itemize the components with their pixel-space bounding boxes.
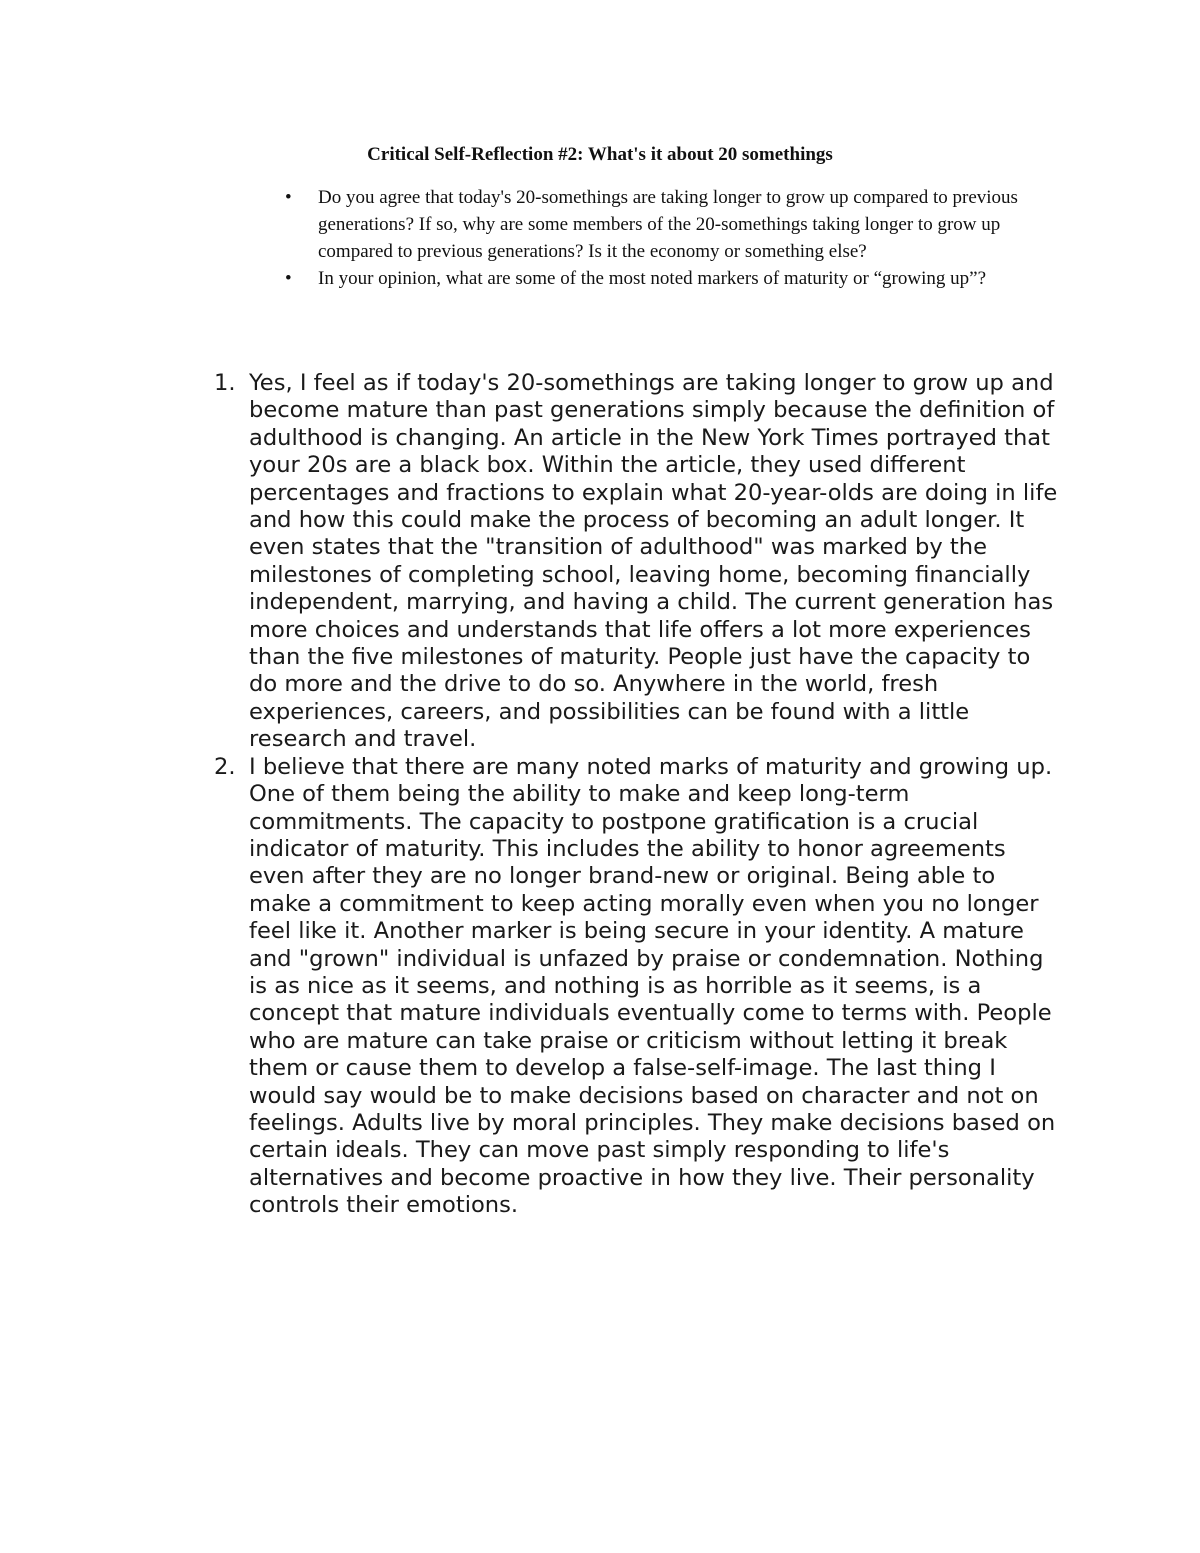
list-number: 1. bbox=[214, 370, 236, 396]
answer-item bbox=[210, 754, 1060, 1220]
list-number: 2. bbox=[214, 753, 236, 780]
question-item bbox=[280, 184, 1060, 265]
answer-text: Yes, I feel as if today's 20-somethings are taking longer to grow up and become mature than past generations simply because the definition of adulthood is changing. An article in the New York Times portrayed that your 20s are a black box. Within the article, they used different percentages and fractions to explain what 20-year-olds are doing in life and how this could make the process of becoming an adult longer. It even states that the "transition of adulthood" was marked by the milestones of completing school, leaving home, becoming financially independent, marrying, and having a child. The current generation has more choices and understands that life offers a lot more experiences than the five milestones of maturity. People just have the capacity to do more and the drive to do so. Anywhere in the world, fresh experiences, careers, and possibilities can be found with a little research and travel. bbox=[249, 370, 1058, 753]
answer-list bbox=[210, 370, 1060, 1220]
question-item bbox=[280, 265, 1060, 292]
answer-text: I believe that there are many noted marks of maturity and growing up. One of them being the ability to make and keep long-term commitments. The capacity to postpone gratification is a crucial indicator of maturity. This includes the ability to honor agreements even after they are no longer brand-new or original. Being able to make a commitment to keep acting morally even when you no longer feel like it. Another marker is being secure in your identity. A mature and "grown" individual is unfazed by praise or condemnation. Nothing is as nice as it seems, and nothing is as horrible as it seems, is a concept that mature individuals eventually come to terms with. People who are mature can take praise or criticism without letting it break them or cause them to develop a false-self-image. The last thing I would say would be to make decisions based on character and not on feelings. Adults live by moral principles. They make decisions based on certain ideals. They can move past simply responding to life's alternatives and become proactive in how they live. Their personality controls their emotions. bbox=[249, 753, 1056, 1219]
question-text: In your opinion, what are some of the most noted markers of maturity or “growing up”? bbox=[318, 268, 986, 289]
page-title: Critical Self-Reflection #2: What's it about 20 somethings bbox=[367, 144, 833, 165]
bullet-icon: • bbox=[285, 268, 292, 289]
question-list bbox=[280, 184, 1060, 292]
bullet-icon: • bbox=[285, 187, 292, 208]
question-text: Do you agree that today's 20-somethings are taking longer to grow up compared to previous generations? If so, why are some members of the 20-somethings taking longer to grow up compared to previous generations? Is it the economy or something else? bbox=[318, 187, 1018, 262]
answer-item bbox=[210, 370, 1060, 754]
